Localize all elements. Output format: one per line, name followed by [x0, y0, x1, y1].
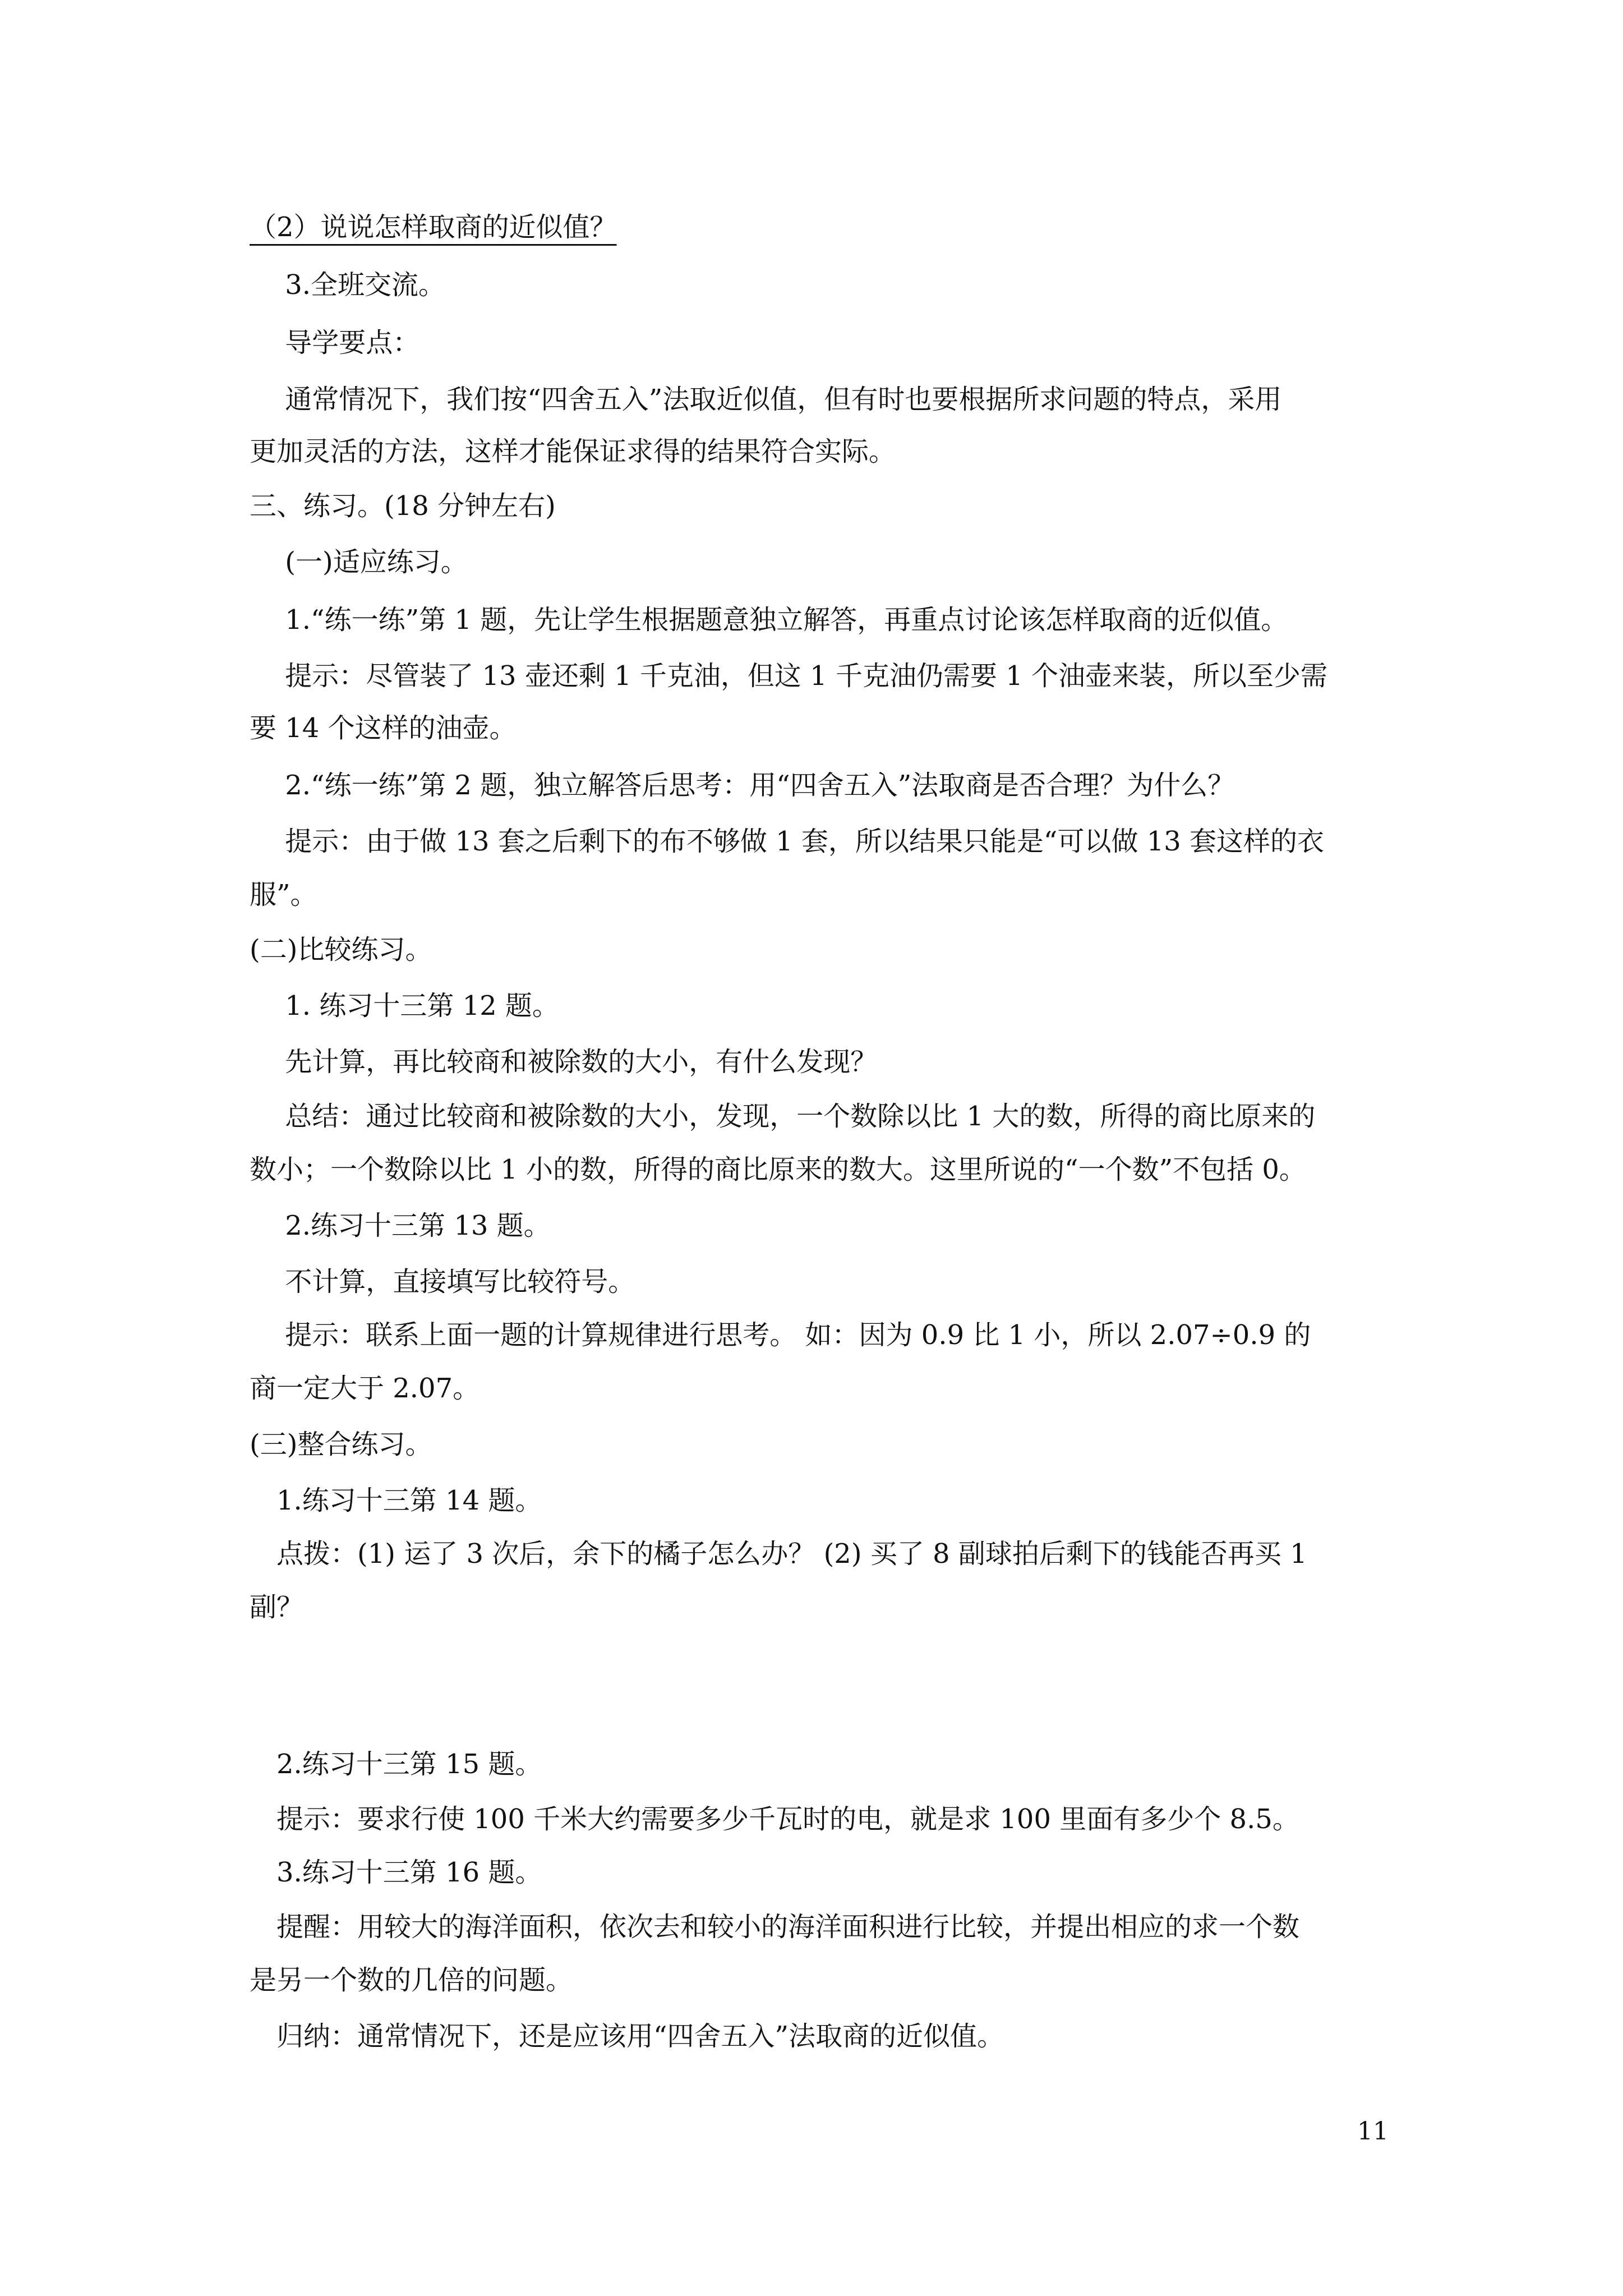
hint-2-line-2: 服”。	[250, 879, 317, 910]
hint-1-line-2: 要 14 个这样的油壶。	[250, 712, 517, 744]
guide-points-text-line-1: 通常情况下，我们按“四舍五入”法取近似值，但有时也要根据所求问题的特点，采用	[250, 384, 1282, 415]
subsection-adaptive-practice: (一)适应练习。	[250, 546, 468, 578]
section-heading-practice: 三、练习。(18 分钟左右)	[250, 490, 556, 522]
summary-line-1: 总结：通过比较商和被除数的大小，发现，一个数除以比 1 大的数，所得的商比原来的	[250, 1101, 1316, 1132]
hint-4: 提示：要求行使 100 千米大约需要多少千瓦时的电，就是求 100 里面有多少个 8.5。	[250, 1803, 1299, 1835]
subsection-comparison-practice: (二)比较练习。	[250, 934, 432, 965]
reminder-line-1: 提醒：用较大的海洋面积，依次去和较小的海洋面积进行比较，并提出相应的求一个数	[250, 1911, 1300, 1943]
conclusion-line: 归纳：通常情况下，还是应该用“四舍五入”法取商的近似值。	[250, 2021, 1004, 2052]
practice-item-1: 1.“练一练”第 1 题，先让学生根据题意独立解答，再重点讨论该怎样取商的近似值。	[250, 604, 1288, 636]
comparison-item-1: 1. 练习十三第 12 题。	[250, 990, 559, 1022]
subquestion-approximate-quotient: （2）说说怎样取商的近似值？	[250, 211, 617, 243]
tip-line-1: 点拨：(1) 运了 3 次后，余下的橘子怎么办？ (2) 买了 8 副球拍后剩下的钱能否再买 1	[250, 1538, 1307, 1570]
step-class-exchange: 3.全班交流。	[250, 269, 446, 301]
integrated-item-3: 3.练习十三第 16 题。	[250, 1857, 542, 1888]
page-number: 11	[1357, 2117, 1389, 2146]
comparison-item-2: 2.练习十三第 13 题。	[250, 1210, 551, 1241]
guide-points-text-line-2: 更加灵活的方法，这样才能保证求得的结果符合实际。	[250, 436, 896, 467]
practice-item-2: 2.“练一练”第 2 题，独立解答后思考：用“四舍五入”法取商是否合理？为什么？	[250, 770, 1235, 801]
tip-line-2: 副？	[250, 1591, 304, 1623]
guide-points-heading: 导学要点：	[250, 327, 420, 358]
reminder-line-2: 是另一个数的几倍的问题。	[250, 1964, 573, 1996]
comparison-item-2-instruction: 不计算，直接填写比较符号。	[250, 1266, 635, 1297]
integrated-item-2: 2.练习十三第 15 题。	[250, 1749, 542, 1780]
integrated-item-1: 1.练习十三第 14 题。	[250, 1485, 542, 1516]
subsection-integrated-practice: (三)整合练习。	[250, 1429, 432, 1460]
hint-3-line-2: 商一定大于 2.07。	[250, 1373, 480, 1404]
hint-2-line-1: 提示：由于做 13 套之后剩下的布不够做 1 套，所以结果只能是“可以做 13 套这样的衣	[250, 826, 1325, 857]
hint-3-line-1: 提示：联系上面一题的计算规律进行思考。 如：因为 0.9 比 1 小，所以 2.07÷0.9 的	[250, 1319, 1311, 1351]
hint-1-line-1: 提示：尽管装了 13 壶还剩 1 千克油，但这 1 千克油仍需要 1 个油壶来装，所以至少需	[250, 660, 1328, 692]
summary-line-2: 数小；一个数除以比 1 小的数，所得的商比原来的数大。这里所说的“一个数”不包括 0。	[250, 1154, 1306, 1185]
comparison-item-1-question: 先计算，再比较商和被除数的大小，有什么发现？	[250, 1046, 878, 1078]
